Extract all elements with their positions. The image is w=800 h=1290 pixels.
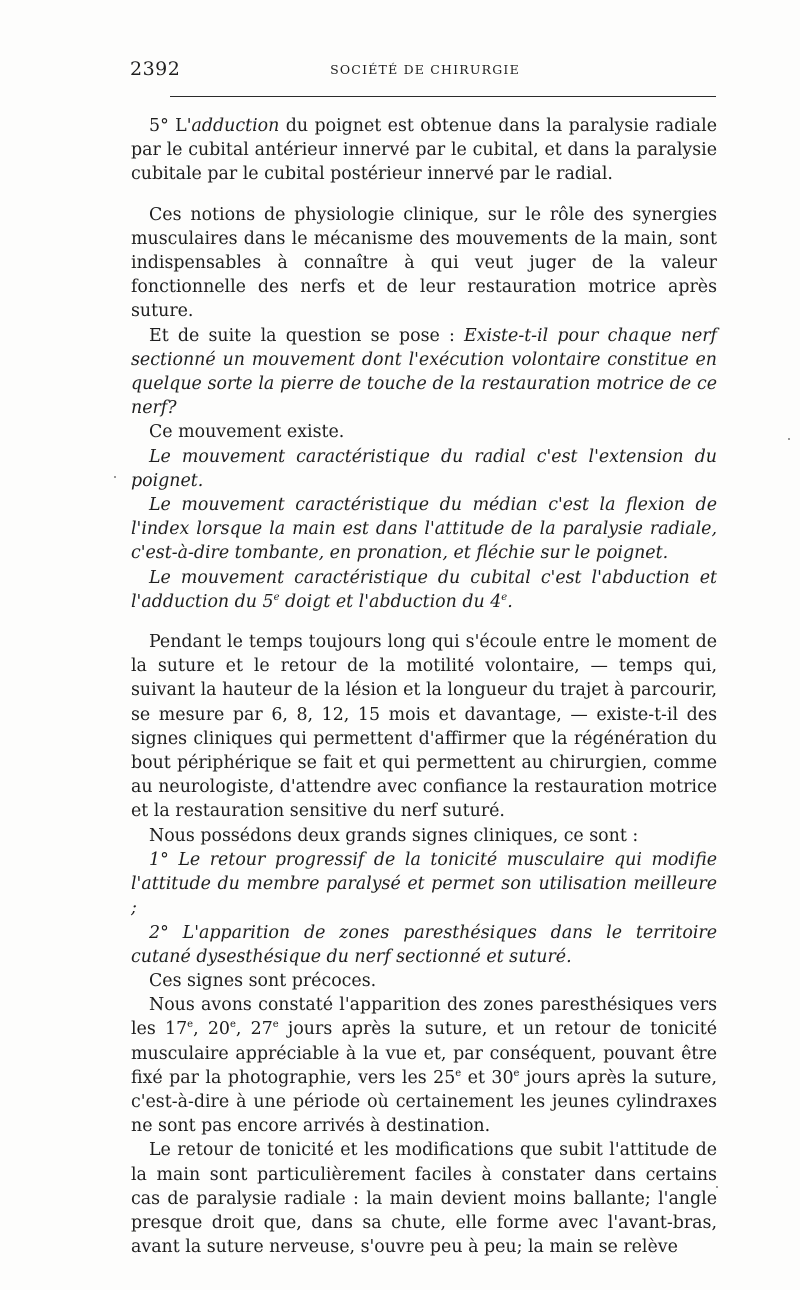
scan-speck: [114, 476, 116, 478]
italic-term: adduction: [191, 116, 280, 136]
paragraph-radial: Le mouvement caractéristique du radial c'est l'extension du poignet.: [131, 446, 717, 491]
paragraph-question: Et de suite la question se pose : Existe-t-il pour chaque nerf sectionné un mouvement dont l'exécution volontaire constitue en quelque sorte la pierre de touche de la restauration motrice de ce nerf?: [131, 325, 717, 419]
header-rule: [170, 96, 716, 97]
body-text: [131, 114, 717, 1259]
paragraph-median: Le mouvement caractéristique du médian c'est la flexion de l'index lorsque la main est dans l'attitude de la paralysie radiale, c'est-à-dire tombante, en pronation, et fléchie sur le poignet.: [131, 495, 717, 564]
paragraph-cubital: Le mouvement caractéristique du cubital c'est l'abduction et l'adduction du 5e doigt et l'abduction du 4e.: [131, 567, 717, 612]
paragraph-movement-exists: Ce mouvement existe.: [149, 422, 345, 443]
page-header: [130, 58, 720, 86]
paragraph-synergies: Ces notions de physiologie clinique, sur le rôle des synergies musculaires dans le mécanisme des mouvements de la main, sont indispensables à connaître à qui veut juger de la valeur fonctionnelle des nerfs et de leur restauration motrice après suture.: [131, 204, 717, 322]
scan-speck: [716, 1186, 718, 1188]
paragraph-sign-tonicity: 1° Le retour progressif de la tonicité musculaire qui modifie l'attitude du membre paralysé et permet son utilisation meilleure ;: [131, 849, 717, 919]
paragraph-two-signs: Nous possédons deux grands signes cliniques, ce sont :: [149, 825, 639, 846]
paragraph-sign-paresthesia: 2° L'apparition de zones paresthésiques dans le territoire cutané dysesthésique du nerf sectionné et suturé.: [131, 922, 717, 967]
paragraph-adduction: 5° L'adduction du poignet est obtenue dans la paralysie radiale par le cubital antérieur innervé par le cubital, et dans la paralysie cubitale par le cubital postérieur innervé par le radial.: [131, 116, 717, 185]
paragraph-observations: Nous avons constaté l'apparition des zones paresthésiques vers les 17e, 20e, 27e jours après la suture, et un retour de tonicité musculaire appréciable à la vue et, par conséquent, pouvant être fixé par la photographie, vers les 25e et 30e jours après la suture, c'est-à-dire à une période où certainement les jeunes cylindraxes ne sont pas encore arrivés à destination.: [131, 995, 718, 1137]
paragraph-early-signs: Ces signes sont précoces.: [149, 970, 377, 991]
running-head: SOCIÉTÉ DE CHIRURGIE: [330, 62, 520, 77]
scan-speck: [788, 438, 790, 440]
italic-question: Existe-t-il pour chaque nerf sectionné un mouvement dont l'exécution volontaire constitue en quelque sorte la pierre de touche de la restauration motrice de ce nerf?: [131, 325, 717, 419]
paragraph-waiting-period: Pendant le temps toujours long qui s'écoule entre le moment de la suture et le retour de la motilité volontaire, — temps qui, suivant la hauteur de la lésion et la longueur du trajet à parcourir, se mesure par 6, 8, 12, 15 mois et davantage, — existe-t-il des signes cliniques qui permettent d'affirmer que la régénération du bout périphérique se fait et qui permettent au chirurgien, comme au neurologiste, d'attendre avec confiance la restauration motrice et la restauration sensitive du nerf suturé.: [131, 632, 717, 822]
paragraph-radial-palsy: Le retour de tonicité et les modifications que subit l'attitude de la main sont particulièrement faciles à constater dans certains cas de paralysie radiale : la main devient moins ballante; l'angle presque droit que, dans sa chute, elle forme avec l'avant-bras, avant la suture nerveuse, s'ouvre peu à peu; la main se relève: [131, 1140, 717, 1258]
page-number: 2392: [130, 58, 181, 80]
